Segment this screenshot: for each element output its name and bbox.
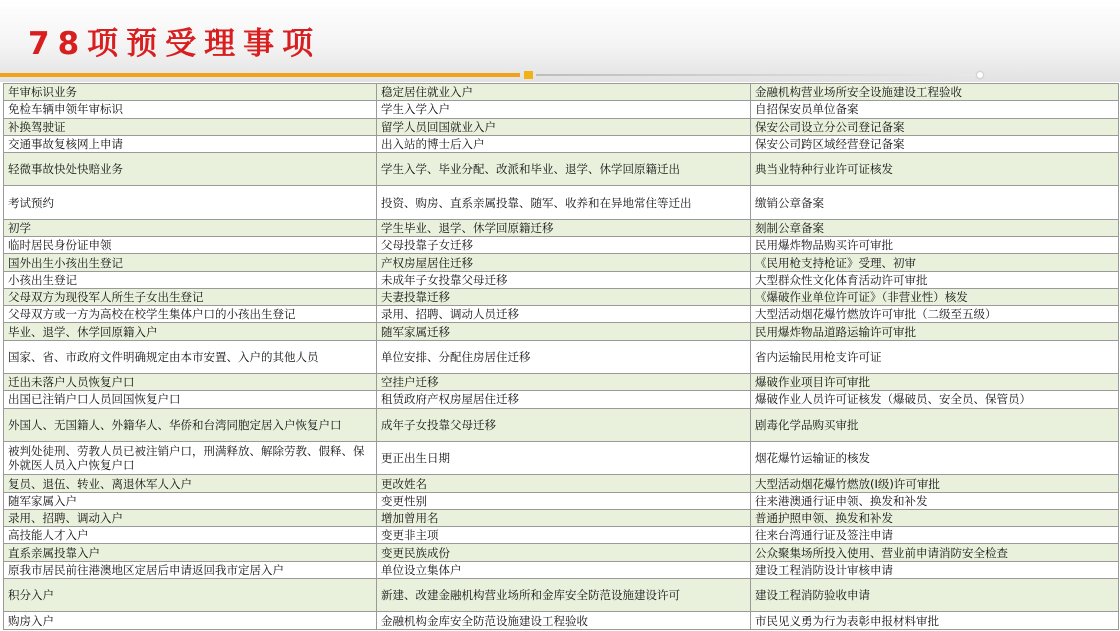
- table-row: [4, 374, 1119, 391]
- table-cell-2: 更改姓名: [377, 475, 751, 492]
- table-cell-3: 建设工程消防验收申请: [751, 578, 1119, 611]
- table-cell-3: 典当业特种行业许可证核发: [751, 153, 1119, 186]
- table-row: [4, 561, 1119, 578]
- table-cell-3: 大型活动烟花爆竹燃放许可审批（二级至五级）: [751, 306, 1119, 323]
- table-cell-3: 保安公司跨区域经营登记备案: [751, 135, 1119, 152]
- table-row: [4, 509, 1119, 526]
- table-row: [4, 237, 1119, 254]
- table-cell-1: 外国人、无国籍人、外籍华人、华侨和台湾同胞定居入户恢复户口: [4, 408, 377, 441]
- table-row: [4, 391, 1119, 408]
- table-cell-3: 往来台湾通行证及签注申请: [751, 527, 1119, 544]
- table-cell-3: 普通护照申领、换发和补发: [751, 509, 1119, 526]
- table-cell-3: 《爆破作业单位许可证》（非营业性）核发: [751, 288, 1119, 305]
- table-row: [4, 118, 1119, 135]
- table-cell-1: 轻微事故快处快赔业务: [4, 153, 377, 186]
- title-underline-gray: [536, 74, 976, 76]
- table-cell-3: 自招保安员单位备案: [751, 101, 1119, 118]
- table-cell-2: 未成年子女投靠父母迁移: [377, 271, 751, 288]
- table-cell-3: 缴销公章备案: [751, 186, 1119, 219]
- table-cell-2: 留学人员回国就业入户: [377, 118, 751, 135]
- table-cell-2: 学生毕业、退学、休学回原籍迁移: [377, 219, 751, 236]
- table-cell-3: 大型群众性文化体育活动许可审批: [751, 271, 1119, 288]
- table-cell-2: 录用、招聘、调动人员迁移: [377, 306, 751, 323]
- table-row: [4, 101, 1119, 118]
- slide-header: [0, 0, 1120, 82]
- table-row: [4, 306, 1119, 323]
- table-row: [4, 323, 1119, 340]
- items-table: [3, 83, 1119, 630]
- table-cell-1: 购房入户: [4, 612, 377, 630]
- table-cell-2: 新建、改建金融机构营业场所和金库安全防范设施建设许可: [377, 578, 751, 611]
- table-cell-2: 金融机构金库安全防范设施建设工程验收: [377, 612, 751, 630]
- table-cell-3: 往来港澳通行证申领、换发和补发: [751, 492, 1119, 509]
- table-cell-2: 出入站的博士后入户: [377, 135, 751, 152]
- table-cell-1: 直系亲属投靠入户: [4, 544, 377, 561]
- table-cell-3: 大型活动烟花爆竹燃放(I级)许可审批: [751, 475, 1119, 492]
- table-cell-3: 保安公司设立分公司登记备案: [751, 118, 1119, 135]
- page-title: 78项预受理事项: [28, 26, 322, 62]
- table-cell-3: 市民见义勇为行为表彰申报材料审批: [751, 612, 1119, 630]
- table-cell-1: 考试预约: [4, 186, 377, 219]
- table-cell-1: 被判处徒刑、劳教人员已被注销户口，刑满释放、解除劳教、假释、保外就医人员入户恢复户口: [4, 442, 377, 475]
- table-cell-1: 免检车辆申领年审标识: [4, 101, 377, 118]
- table-cell-1: 国家、省、市政府文件明确规定由本市安置、入户的其他人员: [4, 340, 377, 373]
- table-row: [4, 442, 1119, 475]
- table-row: [4, 288, 1119, 305]
- table-cell-2: 学生入学、毕业分配、改派和毕业、退学、休学回原籍迁出: [377, 153, 751, 186]
- table-row: [4, 578, 1119, 611]
- items-table-body: [4, 84, 1119, 630]
- table-cell-3: 爆破作业项目许可审批: [751, 374, 1119, 391]
- table-cell-2: 增加曾用名: [377, 509, 751, 526]
- table-cell-1: 原我市居民前往港澳地区定居后申请返回我市定居入户: [4, 561, 377, 578]
- table-cell-3: 烟花爆竹运输证的核发: [751, 442, 1119, 475]
- table-row: [4, 219, 1119, 236]
- table-cell-2: 变更性别: [377, 492, 751, 509]
- table-row: [4, 271, 1119, 288]
- table-cell-2: 变更民族成份: [377, 544, 751, 561]
- table-cell-1: 父母双方为现役军人所生子女出生登记: [4, 288, 377, 305]
- table-cell-3: 爆破作业人员许可证核发（爆破员、安全员、保管员）: [751, 391, 1119, 408]
- table-cell-1: 国外出生小孩出生登记: [4, 254, 377, 271]
- table-cell-1: 出国已注销户口人员回国恢复户口: [4, 391, 377, 408]
- title-underline-orange: [0, 73, 520, 77]
- table-cell-2: 随军家属迁移: [377, 323, 751, 340]
- table-cell-1: 积分入户: [4, 578, 377, 611]
- table-cell-1: 高技能人才入户: [4, 527, 377, 544]
- table-cell-3: 金融机构营业场所安全设施建设工程验收: [751, 84, 1119, 101]
- table-cell-1: 初学: [4, 219, 377, 236]
- table-cell-2: 父母投靠子女迁移: [377, 237, 751, 254]
- table-cell-3: 民用爆炸物品道路运输许可审批: [751, 323, 1119, 340]
- table-cell-1: 补换驾驶证: [4, 118, 377, 135]
- table-row: [4, 544, 1119, 561]
- table-row: [4, 254, 1119, 271]
- table-cell-1: 随军家属入户: [4, 492, 377, 509]
- items-table-wrapper: [3, 83, 1118, 630]
- table-cell-3: 建设工程消防设计审核申请: [751, 561, 1119, 578]
- table-cell-2: 成年子女投靠父母迁移: [377, 408, 751, 441]
- table-cell-1: 毕业、退学、休学回原籍入户: [4, 323, 377, 340]
- table-cell-3: 民用爆炸物品购买许可审批: [751, 237, 1119, 254]
- table-cell-2: 夫妻投靠迁移: [377, 288, 751, 305]
- table-cell-2: 学生入学入户: [377, 101, 751, 118]
- table-cell-2: 更正出生日期: [377, 442, 751, 475]
- table-row: [4, 408, 1119, 441]
- table-cell-2: 稳定居住就业入户: [377, 84, 751, 101]
- table-cell-3: 剧毒化学品购买审批: [751, 408, 1119, 441]
- table-row: [4, 84, 1119, 101]
- table-cell-1: 交通事故复核网上申请: [4, 135, 377, 152]
- table-cell-1: 复员、退伍、转业、离退休军人入户: [4, 475, 377, 492]
- table-cell-1: 年审标识业务: [4, 84, 377, 101]
- table-cell-3: 《民用枪支持枪证》受理、初审: [751, 254, 1119, 271]
- table-row: [4, 186, 1119, 219]
- table-row: [4, 135, 1119, 152]
- table-cell-1: 临时居民身份证申领: [4, 237, 377, 254]
- table-cell-2: 单位设立集体户: [377, 561, 751, 578]
- table-cell-2: 变更非主项: [377, 527, 751, 544]
- table-cell-1: 录用、招聘、调动入户: [4, 509, 377, 526]
- table-row: [4, 612, 1119, 630]
- table-cell-3: 刻制公章备案: [751, 219, 1119, 236]
- title-underline-dot: [977, 72, 983, 78]
- title-underline-square: [524, 71, 533, 79]
- table-row: [4, 475, 1119, 492]
- table-cell-1: 小孩出生登记: [4, 271, 377, 288]
- table-cell-1: 父母双方或一方为高校在校学生集体户口的小孩出生登记: [4, 306, 377, 323]
- table-cell-2: 空挂户迁移: [377, 374, 751, 391]
- table-cell-2: 单位安排、分配住房居住迁移: [377, 340, 751, 373]
- table-row: [4, 340, 1119, 373]
- table-cell-1: 迁出未落户人员恢复户口: [4, 374, 377, 391]
- table-cell-2: 租赁政府产权房屋居住迁移: [377, 391, 751, 408]
- table-cell-2: 投资、购房、直系亲属投靠、随军、收养和在异地常住等迁出: [377, 186, 751, 219]
- table-row: [4, 153, 1119, 186]
- table-cell-3: 公众聚集场所投入使用、营业前申请消防安全检查: [751, 544, 1119, 561]
- table-cell-3: 省内运输民用枪支许可证: [751, 340, 1119, 373]
- table-cell-2: 产权房屋居住迁移: [377, 254, 751, 271]
- table-row: [4, 492, 1119, 509]
- table-row: [4, 527, 1119, 544]
